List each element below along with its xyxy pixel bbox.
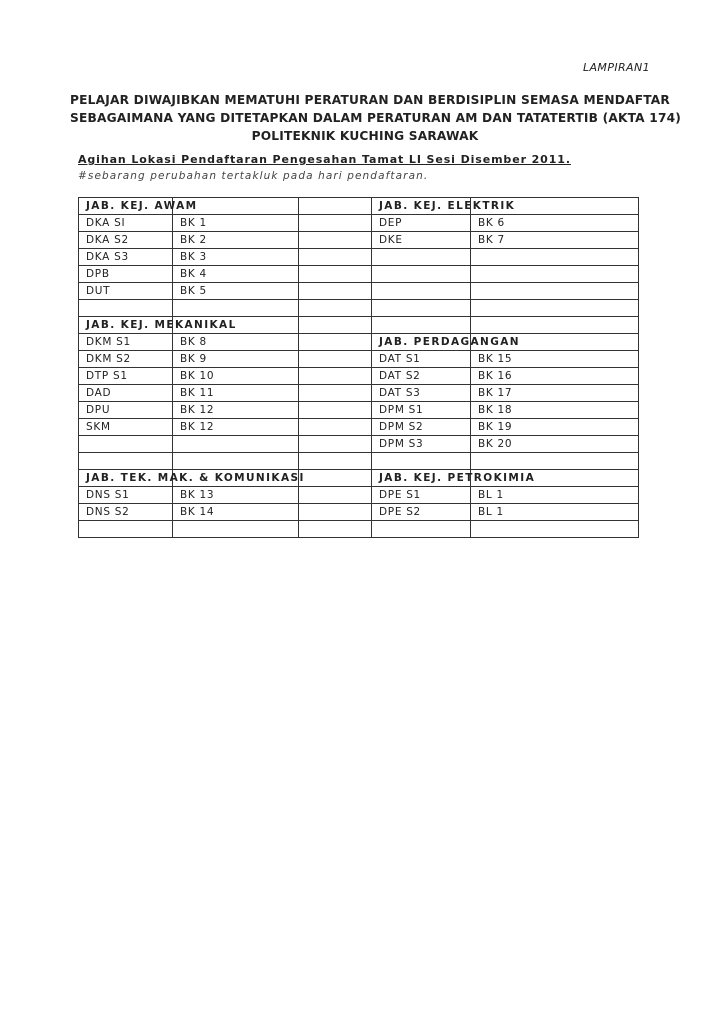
- table-cell: [471, 300, 639, 317]
- table-row: [79, 470, 639, 487]
- table-row: [79, 419, 639, 436]
- table-cell: DNS S2: [79, 504, 173, 521]
- table-cell: [299, 351, 372, 368]
- table-row: [79, 198, 639, 215]
- table-row: [79, 334, 639, 351]
- table-cell: BK 20: [471, 436, 639, 453]
- table-cell: [299, 436, 372, 453]
- table-cell: [299, 419, 372, 436]
- table-cell: [372, 521, 471, 538]
- table-row: [79, 249, 639, 266]
- table-cell: [299, 487, 372, 504]
- table-cell: BK 5: [173, 283, 299, 300]
- page-title: [70, 91, 682, 145]
- table-row: [79, 385, 639, 402]
- table-cell: DUT: [79, 283, 173, 300]
- table-cell: [299, 266, 372, 283]
- table-cell: [372, 283, 471, 300]
- table-cell: [173, 453, 299, 470]
- table-cell: BK 2: [173, 232, 299, 249]
- table-cell: BK 12: [173, 402, 299, 419]
- table-cell: DPM S1: [372, 402, 471, 419]
- department-header: JAB. KEJ. AWAM: [79, 198, 173, 215]
- table-row: [79, 368, 639, 385]
- table-cell: DPU: [79, 402, 173, 419]
- table-cell: BK 15: [471, 351, 639, 368]
- table-cell: [173, 521, 299, 538]
- table-cell: BK 1: [173, 215, 299, 232]
- table-cell: BK 7: [471, 232, 639, 249]
- table-cell: [299, 334, 372, 351]
- table-cell: BL 1: [471, 487, 639, 504]
- note: #sebarang perubahan tertakluk pada hari pendaftaran.: [78, 170, 429, 182]
- table-cell: BK 13: [173, 487, 299, 504]
- table-cell: [79, 521, 173, 538]
- table-cell: [372, 453, 471, 470]
- table-cell: BK 14: [173, 504, 299, 521]
- department-header: JAB. KEJ. MEKANIKAL: [79, 317, 173, 334]
- table-cell: [299, 470, 372, 487]
- table-cell: DPM S2: [372, 419, 471, 436]
- table-cell: DPM S3: [372, 436, 471, 453]
- table-cell: DPE S2: [372, 504, 471, 521]
- table-cell: DPB: [79, 266, 173, 283]
- table-cell: BK 16: [471, 368, 639, 385]
- table-cell: DKA SI: [79, 215, 173, 232]
- table-row: [79, 351, 639, 368]
- table-cell: [299, 232, 372, 249]
- table-cell: [471, 317, 639, 334]
- table-cell: BK 6: [471, 215, 639, 232]
- table-row: [79, 521, 639, 538]
- appendix-label: LAMPIRAN1: [582, 61, 650, 74]
- table-cell: [299, 249, 372, 266]
- table-row: [79, 317, 639, 334]
- department-header: JAB. PERDAGANGAN: [372, 334, 471, 351]
- department-header: JAB. TEK. MAK. & KOMUNIKASI: [79, 470, 173, 487]
- table-cell: BK 10: [173, 368, 299, 385]
- title-line-1: PELAJAR DIWAJIBKAN MEMATUHI PERATURAN DAN BERDISIPLIN SEMASA MENDAFTAR: [70, 93, 671, 107]
- department-header: JAB. KEJ. PETROKIMIA: [372, 470, 471, 487]
- title-line-3: POLITEKNIK KUCHING SARAWAK: [251, 129, 479, 143]
- table-row: [79, 504, 639, 521]
- table-cell: [299, 283, 372, 300]
- table-cell: BL 1: [471, 504, 639, 521]
- table-cell: [79, 300, 173, 317]
- table-row: [79, 232, 639, 249]
- table-cell: DKA S2: [79, 232, 173, 249]
- table-cell: DKA S3: [79, 249, 173, 266]
- table-cell: [299, 521, 372, 538]
- table-cell: [173, 436, 299, 453]
- subtitle: Agihan Lokasi Pendaftaran Pengesahan Tamat LI Sesi Disember 2011.: [78, 153, 571, 166]
- table-cell: [79, 436, 173, 453]
- table-cell: BK 17: [471, 385, 639, 402]
- table-row: [79, 436, 639, 453]
- table-cell: [471, 266, 639, 283]
- table-row: [79, 487, 639, 504]
- table-cell: SKM: [79, 419, 173, 436]
- registration-location-table: [78, 197, 639, 538]
- table-cell: [173, 300, 299, 317]
- table-cell: [372, 300, 471, 317]
- table-row: [79, 283, 639, 300]
- table-cell: [471, 521, 639, 538]
- table-cell: [372, 249, 471, 266]
- department-header: JAB. KEJ. ELEKTRIK: [372, 198, 471, 215]
- table-cell: [299, 317, 372, 334]
- table-cell: DAD: [79, 385, 173, 402]
- table-cell: [299, 300, 372, 317]
- table-cell: DEP: [372, 215, 471, 232]
- table-cell: BK 11: [173, 385, 299, 402]
- table-cell: [471, 283, 639, 300]
- table-cell: DTP S1: [79, 368, 173, 385]
- table-cell: [299, 215, 372, 232]
- table-cell: BK 9: [173, 351, 299, 368]
- table-cell: [299, 198, 372, 215]
- table-cell: [299, 504, 372, 521]
- table-row: [79, 300, 639, 317]
- table-cell: DKM S1: [79, 334, 173, 351]
- table-cell: [79, 453, 173, 470]
- table-cell: BK 3: [173, 249, 299, 266]
- table-cell: DAT S2: [372, 368, 471, 385]
- table-body: [79, 198, 639, 538]
- table-cell: [471, 453, 639, 470]
- table-cell: DAT S1: [372, 351, 471, 368]
- table-cell: [471, 249, 639, 266]
- table-row: [79, 215, 639, 232]
- table-cell: [372, 317, 471, 334]
- table-row: [79, 266, 639, 283]
- table-row: [79, 402, 639, 419]
- table-cell: [299, 385, 372, 402]
- table-cell: BK 12: [173, 419, 299, 436]
- table-row: [79, 453, 639, 470]
- table-cell: BK 4: [173, 266, 299, 283]
- table-cell: DNS S1: [79, 487, 173, 504]
- table-cell: [299, 368, 372, 385]
- table-cell: BK 19: [471, 419, 639, 436]
- table-cell: [299, 453, 372, 470]
- table-cell: DPE S1: [372, 487, 471, 504]
- table-cell: DAT S3: [372, 385, 471, 402]
- table-cell: BK 18: [471, 402, 639, 419]
- table-cell: DKM S2: [79, 351, 173, 368]
- table-cell: BK 8: [173, 334, 299, 351]
- title-line-2: SEBAGAIMANA YANG DITETAPKAN DALAM PERATURAN AM DAN TATATERTIB (AKTA 174): [70, 111, 682, 125]
- table-cell: DKE: [372, 232, 471, 249]
- table-cell: [299, 402, 372, 419]
- table-cell: [372, 266, 471, 283]
